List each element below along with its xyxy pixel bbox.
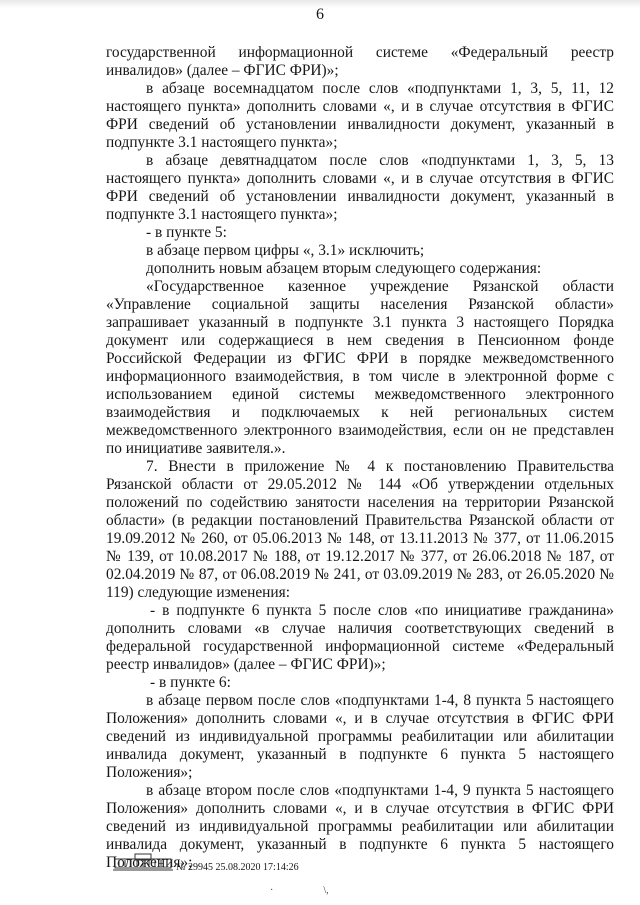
document-body: [106, 44, 614, 872]
paragraph: в абзаце девятнадцатом после слов «подпунктами 1, 3, 5, 13 настоящего пункта» дополнить словами «, и в случае отсутствия в ФГИС ФРИ сведений об установлении инвалидности документ, указанный в подпункте 3.1 настоящего пункта»;: [106, 152, 614, 223]
government-building-stamp: [113, 851, 173, 871]
paragraph: в абзаце втором после слов «подпунктами 1-4, 9 пункта 5 настоящего Положения» дополнить словами «, и в случае отсутствия в ФГИС ФРИ сведений из индивидуальной программы реабилитации или абилитации инвалида документ, указанный в подпункте 6 пункта 5 настоящего Положения»;: [106, 782, 614, 871]
paragraph: - в пункте 5:: [146, 224, 227, 241]
paragraph: «Государственное казенное учреждение Рязанской области «Управление социальной защиты населения Рязанской области» запрашивает указанный в подпункте 3.1 пункта 3 настоящего Порядка документ или содержащиеся в нем сведения в Пенсионном фонде Российской Федерации из ФГИС ФРИ в порядке межведомственного информационного взаимодействия, в том числе в электронной форме с использованием единой системы межведомственного электронного взаимодействия и подключаемых к ней региональных систем межведомственного электронного взаимодействия, если он не представлен по инициативе заявителя.».: [106, 278, 614, 457]
paragraph: государственной информационной системе «Федеральный реестр инвалидов» (далее – ФГИС ФРИ)»;: [106, 44, 614, 79]
paragraph: в абзаце первом цифры «, 3.1» исключить;: [146, 242, 425, 259]
scan-specks: · \,: [270, 885, 329, 896]
paragraph: в абзаце первом после слов «подпунктами 1-4, 8 пункта 5 настоящего Положения» дополнить словами «, и в случае отсутствия в ФГИС ФРИ сведений из индивидуальной программы реабилитации или абилитации инвалида документ, указанный в подпункте 6 пункта 5 настоящего Положения»;: [106, 692, 614, 781]
page-number: 6: [316, 6, 324, 23]
paragraph: - в пункте 6:: [150, 674, 231, 691]
document-registration-info: № 29945 25.08.2020 17:14:26: [176, 862, 299, 873]
paragraph: в абзаце восемнадцатом после слов «подпунктами 1, 3, 5, 11, 12 настоящего пункта» дополнить словами «, и в случае отсутствия в ФГИС ФРИ сведений об установлении инвалидности документ, указанный в подпункте 3.1 настоящего пункта»;: [106, 80, 614, 151]
paragraph: 7. Внести в приложение № 4 к постановлению Правительства Рязанской области от 29.05.2012 № 144 «Об утверждении отдельных положений по содействию занятости населения на территории Рязанской области» (в редакции постановлений Правительства Рязанской области от 19.09.2012 № 260, от 05.06.2013 № 148, от 13.11.2013 № 377, от 11.06.2015 № 139, от 10.08.2017 № 188, от 19.12.2017 № 377, от 26.06.2018 № 187, от 02.04.2019 № 87, от 06.08.2019 № 241, от 03.09.2019 № 283, от 26.05.2020 № 119) следующие изменения:: [106, 458, 614, 601]
paragraph: дополнить новым абзацем вторым следующего содержания:: [146, 260, 542, 277]
paragraph: - в подпункте 6 пункта 5 после слов «по инициативе гражданина» дополнить словами «в случае наличия соответствующих сведений в федеральной государственной информационной системе «Федеральный реестр инвалидов» (далее – ФГИС ФРИ)»;: [106, 602, 614, 673]
